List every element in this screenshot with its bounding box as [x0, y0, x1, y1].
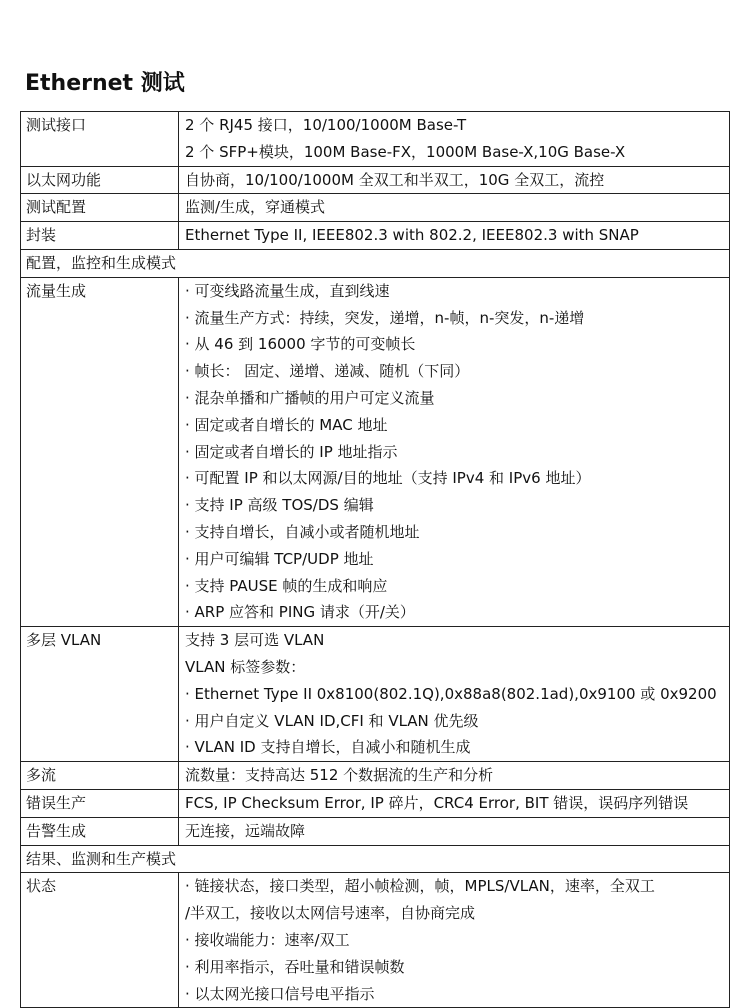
value-line: · 支持 IP 高级 TOS/DS 编辑 [185, 496, 374, 515]
row-label-cell [21, 166, 179, 194]
value-line: · Ethernet Type II 0x8100(802.1Q),0x88a8(802.1ad),0x9100 或 0x9200 [185, 684, 717, 703]
value-line: · 混杂单播和广播帧的用户可定义流量 [185, 388, 435, 407]
table-row [21, 194, 730, 222]
row-label-cell [21, 762, 179, 790]
value-line: · 流量生产方式：持续，突发，递增，n-帧，n-突发，n-递增 [185, 308, 585, 327]
value-line: · 以太网光接口信号电平指示 [185, 984, 375, 1003]
row-label: 多流 [26, 766, 57, 785]
row-value-cell [179, 166, 730, 194]
value-line: 2 个 RJ45 接口，10/100/1000M Base-T [185, 116, 467, 134]
value-line: 无连接，远端故障 [185, 821, 306, 840]
row-label-cell [21, 194, 179, 222]
value-line: 监测/生成，穿通模式 [185, 198, 326, 217]
row-label: 错误生产 [26, 793, 87, 812]
row-value-cell [179, 789, 730, 817]
value-line: · VLAN ID 支持自增长，自减小和随机生成 [185, 738, 471, 757]
table-row [21, 817, 730, 845]
row-label-cell [21, 789, 179, 817]
row-value-cell [179, 873, 730, 1008]
value-line: · 可配置 IP 和以太网源/目的地址（支持 IPv4 和 IPv6 地址） [185, 469, 591, 488]
value-line: · 用户可编辑 TCP/UDP 地址 [185, 549, 374, 568]
value-line: · 从 46 到 16000 字节的可变帧长 [185, 335, 416, 354]
row-label-cell [21, 222, 179, 250]
value-line: · 接收端能力：速率/双工 [185, 930, 350, 949]
value-line: /半双工，接收以太网信号速率，自协商完成 [185, 904, 476, 923]
row-label-cell [21, 627, 179, 762]
section-header-text: 配置，监控和生成模式 [26, 253, 177, 272]
row-label: 多层 VLAN [26, 631, 102, 650]
value-line: · 支持自增长，自减小或者随机地址 [185, 522, 420, 541]
value-line: 自协商，10/100/1000M 全双工和半双工，10G 全双工，流控 [185, 170, 605, 189]
row-value-cell [179, 194, 730, 222]
value-line: · 利用率指示，吞吐量和错误帧数 [185, 957, 405, 976]
value-line: VLAN 标签参数： [185, 657, 306, 676]
row-value-cell [179, 222, 730, 250]
value-line: FCS, IP Checksum Error, IP 碎片，CRC4 Error, BIT 错误，误码序列错误 [185, 793, 689, 812]
table-row [21, 627, 730, 762]
value-line: 支持 3 层可选 VLAN [185, 631, 325, 650]
spec-table-body [21, 112, 730, 1008]
value-line: 2 个 SFP+模块，100M Base-FX，1000M Base-X,10G Base-X [185, 142, 626, 161]
value-line: · 支持 PAUSE 帧的生成和响应 [185, 576, 388, 595]
spec-table [20, 111, 730, 1008]
row-label: 以太网功能 [26, 170, 102, 189]
row-label: 测试配置 [26, 198, 87, 217]
value-line: Ethernet Type II, IEEE802.3 with 802.2, IEEE802.3 with SNAP [185, 226, 639, 245]
row-label-cell [21, 112, 179, 167]
row-label: 状态 [26, 877, 57, 896]
value-line: · ARP 应答和 PING 请求（开/关） [185, 603, 415, 622]
value-line: · 用户自定义 VLAN ID,CFI 和 VLAN 优先级 [185, 711, 479, 730]
section-header-text: 结果、监测和生产模式 [26, 849, 177, 868]
row-label-cell [21, 873, 179, 1008]
row-value-cell [179, 762, 730, 790]
table-row [21, 789, 730, 817]
table-row [21, 762, 730, 790]
table-row [21, 166, 730, 194]
row-label: 告警生成 [26, 821, 87, 840]
value-line: · 固定或者自增长的 MAC 地址 [185, 415, 388, 434]
section-row [21, 249, 730, 277]
table-row [21, 222, 730, 250]
row-label: 测试接口 [26, 116, 87, 134]
row-value-cell [179, 277, 730, 626]
value-line: · 固定或者自增长的 IP 地址指示 [185, 442, 398, 461]
value-line: · 可变线路流量生成，直到线速 [185, 281, 390, 300]
section-row [21, 845, 730, 873]
section-header [21, 249, 730, 277]
table-row [21, 873, 730, 1008]
value-line: · 链接状态，接口类型，超小帧检测，帧，MPLS/VLAN，速率，全双工 [185, 877, 655, 896]
row-label: 流量生成 [26, 281, 87, 300]
row-value-cell [179, 817, 730, 845]
row-label-cell [21, 277, 179, 626]
row-value-cell [179, 112, 730, 167]
section-header [21, 845, 730, 873]
row-value-cell [179, 627, 730, 762]
page-title: Ethernet 测试 [25, 71, 185, 96]
value-line: 流数量：支持高达 512 个数据流的生产和分析 [185, 766, 494, 785]
value-line: · 帧长： 固定、递增、递减、随机（下同） [185, 362, 470, 381]
table-row [21, 277, 730, 626]
row-label: 封装 [26, 226, 57, 245]
row-label-cell [21, 817, 179, 845]
table-row [21, 112, 730, 167]
